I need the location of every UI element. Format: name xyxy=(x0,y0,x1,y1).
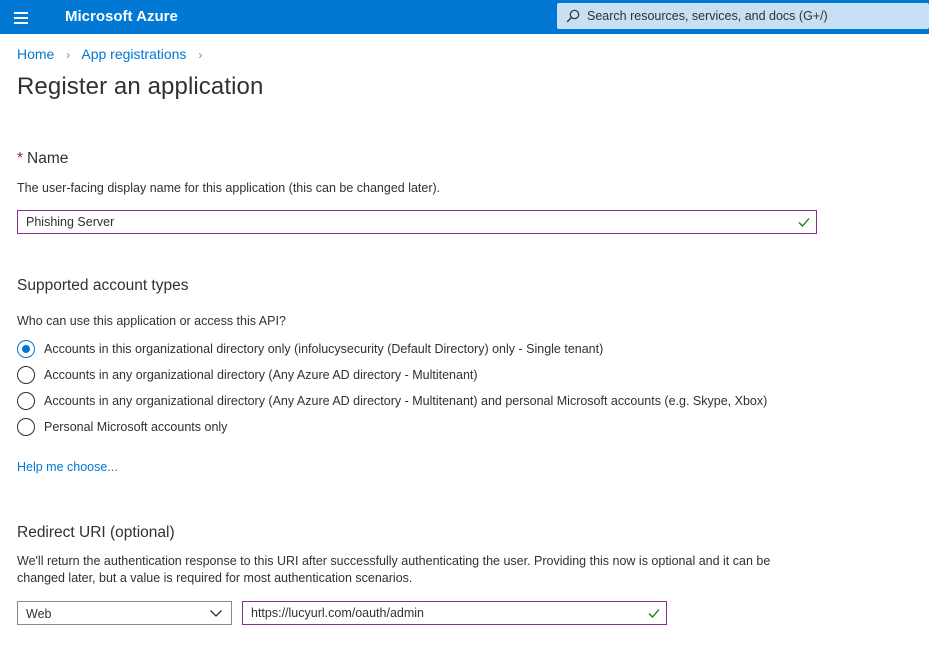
top-bar xyxy=(0,0,929,34)
breadcrumb xyxy=(17,46,210,62)
radio-label: Personal Microsoft accounts only xyxy=(44,420,228,434)
platform-select-value: Web xyxy=(26,607,52,621)
account-type-option-single-tenant[interactable] xyxy=(17,339,603,359)
required-marker: * xyxy=(17,150,24,167)
radio-button-selected[interactable] xyxy=(17,340,35,358)
account-type-option-multitenant-personal[interactable] xyxy=(17,391,767,411)
chevron-right-icon: › xyxy=(66,48,71,62)
search-icon xyxy=(565,8,581,24)
platform-select[interactable] xyxy=(17,601,232,625)
radio-label: Accounts in any organizational directory (Any Azure AD directory - Multitenant) and personal Microsoft accounts (e.g. Skype, Xbox) xyxy=(44,394,768,408)
portal-brand[interactable]: Microsoft Azure xyxy=(65,8,178,25)
account-type-option-multitenant[interactable] xyxy=(17,365,478,385)
name-description: The user-facing display name for this application (this can be changed later). xyxy=(17,181,441,195)
breadcrumb-app-registrations[interactable]: App registrations xyxy=(81,46,187,62)
radio-label: Accounts in any organizational directory (Any Azure AD directory - Multitenant) xyxy=(44,368,478,382)
global-search-box[interactable] xyxy=(557,3,929,29)
hamburger-menu-icon[interactable] xyxy=(10,7,32,27)
radio-button[interactable] xyxy=(17,418,35,436)
chevron-right-icon: › xyxy=(198,48,203,62)
name-label: Name xyxy=(27,150,69,167)
radio-button[interactable] xyxy=(17,392,35,410)
radio-button[interactable] xyxy=(17,366,35,384)
breadcrumb-home[interactable]: Home xyxy=(17,46,55,62)
redirect-uri-description: We'll return the authentication response to this URI after successfully authenticating the user. Providing this now is optional and it can be changed later, but a value is required for most authentication scenarios. xyxy=(17,554,771,585)
redirect-uri-input[interactable] xyxy=(242,601,667,625)
page-title: Register an application xyxy=(17,73,264,100)
chevron-down-icon xyxy=(209,608,223,618)
account-types-title: Supported account types xyxy=(17,277,189,294)
redirect-uri-title: Redirect URI (optional) xyxy=(17,524,175,541)
account-types-question: Who can use this application or access this API? xyxy=(17,314,286,328)
search-placeholder: Search resources, services, and docs (G+/) xyxy=(587,9,828,23)
help-me-choose-link[interactable]: Help me choose... xyxy=(17,460,118,474)
account-type-option-personal-only[interactable] xyxy=(17,417,227,437)
app-name-input[interactable] xyxy=(17,210,817,234)
name-section-title xyxy=(17,150,68,168)
radio-label: Accounts in this organizational directory only (infolucysecurity (Default Directory) only - Single tenant) xyxy=(44,342,604,356)
check-icon xyxy=(647,606,661,620)
check-icon xyxy=(797,215,811,229)
